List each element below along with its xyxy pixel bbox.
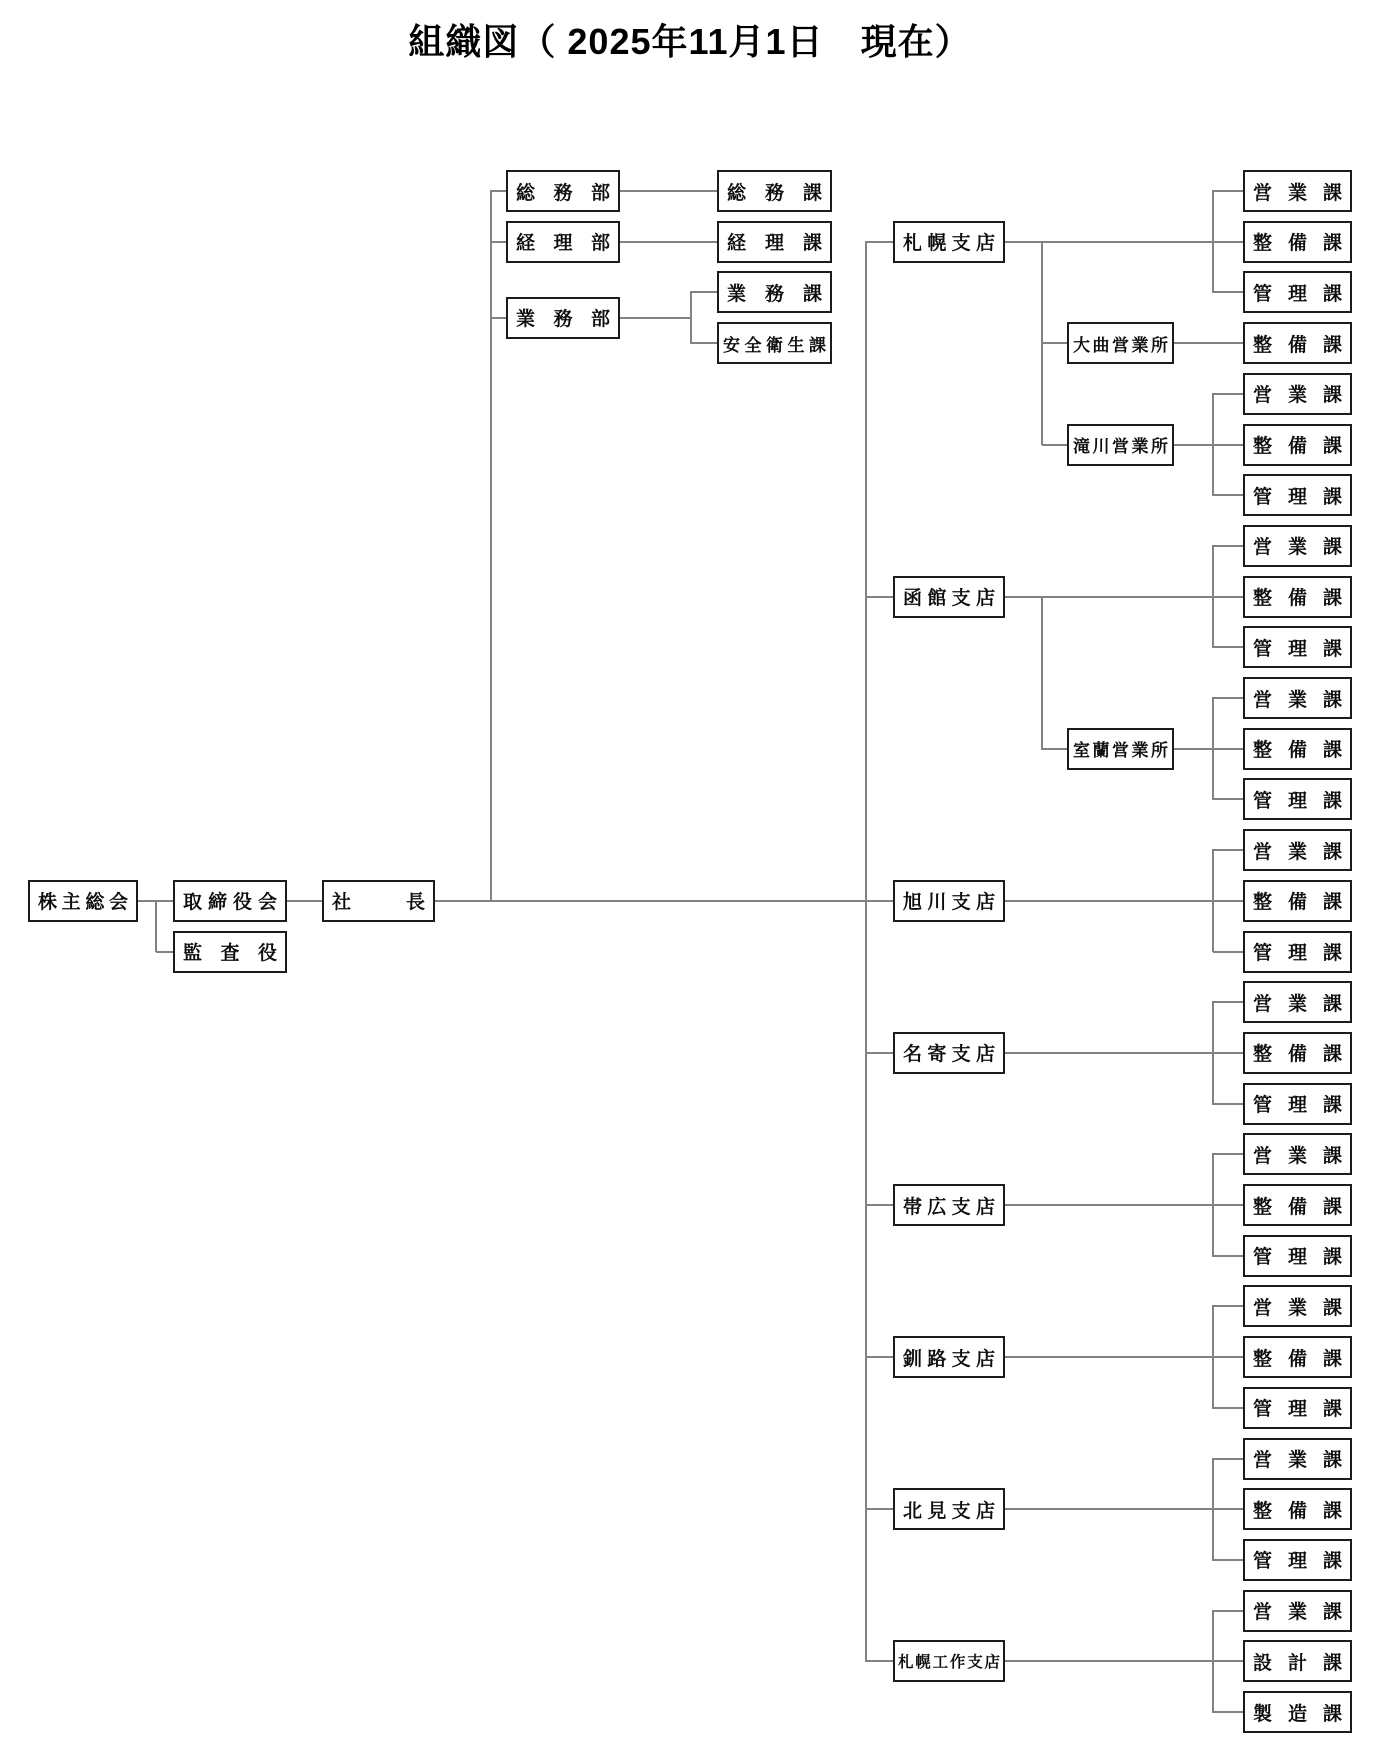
connector-line [1213,1103,1243,1105]
section-box: 設 計 課 [1243,1640,1352,1682]
section-box: 営 業 課 [1243,525,1352,567]
connector-line [691,291,717,293]
section-box: 整 備 課 [1243,1336,1352,1378]
section-box: 管 理 課 [1243,271,1352,313]
branch-box: 釧 路 支 店 [893,1336,1005,1378]
connector-line [1212,393,1214,496]
department-box: 経 理 部 [506,221,620,263]
connector-line [1005,1660,1243,1662]
section-box: 管 理 課 [1243,1539,1352,1581]
auditor-box: 監 査 役 [173,931,287,973]
branch-box: 札 幌 支 店 [893,221,1005,263]
connector-line [620,190,717,192]
connector-line [866,1356,893,1358]
connector-line [491,190,506,192]
connector-line [1213,1001,1243,1003]
connector-line [1213,697,1243,699]
connector-line [1005,1052,1243,1054]
section-box: 管 理 課 [1243,1083,1352,1125]
department-box: 業 務 部 [506,297,620,339]
president-box: 社 長 [322,880,435,922]
section-box: 管 理 課 [1243,626,1352,668]
connector-line [1005,1204,1243,1206]
connector-line [1213,545,1243,547]
connector-line [1213,1305,1243,1307]
connector-line [1212,697,1214,800]
connector-line [866,1508,893,1510]
connector-line [1212,1153,1214,1256]
connector-line [866,596,893,598]
connector-line [866,241,893,243]
connector-line [435,900,893,902]
section-box: 管 理 課 [1243,474,1352,516]
connector-line [490,190,492,902]
connector-line [491,317,506,319]
connector-line [1213,1559,1243,1561]
connector-line [287,900,322,902]
connector-line [1041,241,1043,446]
board-of-directors-box: 取 締 役 会 [173,880,287,922]
section-box: 整 備 課 [1243,1184,1352,1226]
connector-line [1213,291,1243,293]
connector-line [1042,748,1067,750]
section-box: 営 業 課 [1243,1133,1352,1175]
section-box: 営 業 課 [1243,1590,1352,1632]
section-box: 管 理 課 [1243,1235,1352,1277]
connector-line [1212,545,1214,648]
connector-line [620,241,717,243]
connector-line [1212,1458,1214,1561]
section-box: 安 全 衛 生 課 [717,322,832,364]
section-box: 整 備 課 [1243,576,1352,618]
connector-line [1005,1508,1243,1510]
connector-line [866,1204,893,1206]
department-box: 総 務 部 [506,170,620,212]
connector-line [1213,1153,1243,1155]
connector-line [1174,748,1243,750]
section-box: 整 備 課 [1243,322,1352,364]
shareholders-meeting-box: 株 主 総 会 [28,880,138,922]
chart-title: 組織図（ 2025年11月1日 現在） [408,21,972,62]
section-box: 総 務 課 [717,170,832,212]
connector-line [1212,1610,1214,1713]
section-box: 管 理 課 [1243,931,1352,973]
connector-line [620,317,691,319]
connector-line [866,900,893,902]
section-box: 営 業 課 [1243,170,1352,212]
connector-line [1213,494,1243,496]
connector-line [1213,393,1243,395]
connector-line [1213,1458,1243,1460]
section-box: 整 備 課 [1243,880,1352,922]
section-box: 営 業 課 [1243,1285,1352,1327]
connector-line [1213,1711,1243,1713]
connector-line [155,900,157,953]
connector-line [1005,900,1243,902]
connector-line [866,1660,893,1662]
section-box: 営 業 課 [1243,981,1352,1023]
section-box: 業 務 課 [717,271,832,313]
connector-line [1213,1255,1243,1257]
section-box: 整 備 課 [1243,1032,1352,1074]
office-box: 滝 川 営 業 所 [1067,424,1174,466]
connector-line [1042,444,1067,446]
branch-box: 名 寄 支 店 [893,1032,1005,1074]
section-box: 管 理 課 [1243,778,1352,820]
connector-line [1213,646,1243,648]
connector-line [1212,190,1214,293]
section-box: 営 業 課 [1243,1438,1352,1480]
connector-line [691,342,717,344]
section-box: 整 備 課 [1243,1488,1352,1530]
connector-line [1174,444,1243,446]
section-box: 整 備 課 [1243,424,1352,466]
connector-line [1212,1001,1214,1104]
office-box: 大 曲 営 業 所 [1067,322,1174,364]
branch-box: 帯 広 支 店 [893,1184,1005,1226]
connector-line [1213,951,1243,953]
connector-line [1213,849,1243,851]
connector-line [491,241,506,243]
office-box: 室 蘭 営 業 所 [1067,728,1174,770]
branch-box: 札 幌 工 作 支 店 [893,1640,1005,1682]
section-box: 経 理 課 [717,221,832,263]
connector-line [1213,190,1243,192]
section-box: 整 備 課 [1243,728,1352,770]
connector-line [1212,1305,1214,1408]
branch-box: 函 館 支 店 [893,576,1005,618]
section-box: 管 理 課 [1243,1387,1352,1429]
connector-line [690,291,692,344]
connector-line [866,1052,893,1054]
section-box: 営 業 課 [1243,373,1352,415]
section-box: 整 備 課 [1243,221,1352,263]
section-box: 営 業 課 [1243,677,1352,719]
connector-line [865,241,867,1663]
connector-line [1213,798,1243,800]
connector-line [1174,342,1243,344]
section-box: 営 業 課 [1243,829,1352,871]
section-box: 製 造 課 [1243,1691,1352,1733]
branch-box: 旭 川 支 店 [893,880,1005,922]
connector-line [1005,1356,1243,1358]
connector-line [1213,1610,1243,1612]
connector-line [1041,596,1043,750]
connector-line [1213,1407,1243,1409]
connector-line [156,951,173,953]
branch-box: 北 見 支 店 [893,1488,1005,1530]
connector-line [1042,342,1067,344]
connector-line [1212,849,1214,952]
